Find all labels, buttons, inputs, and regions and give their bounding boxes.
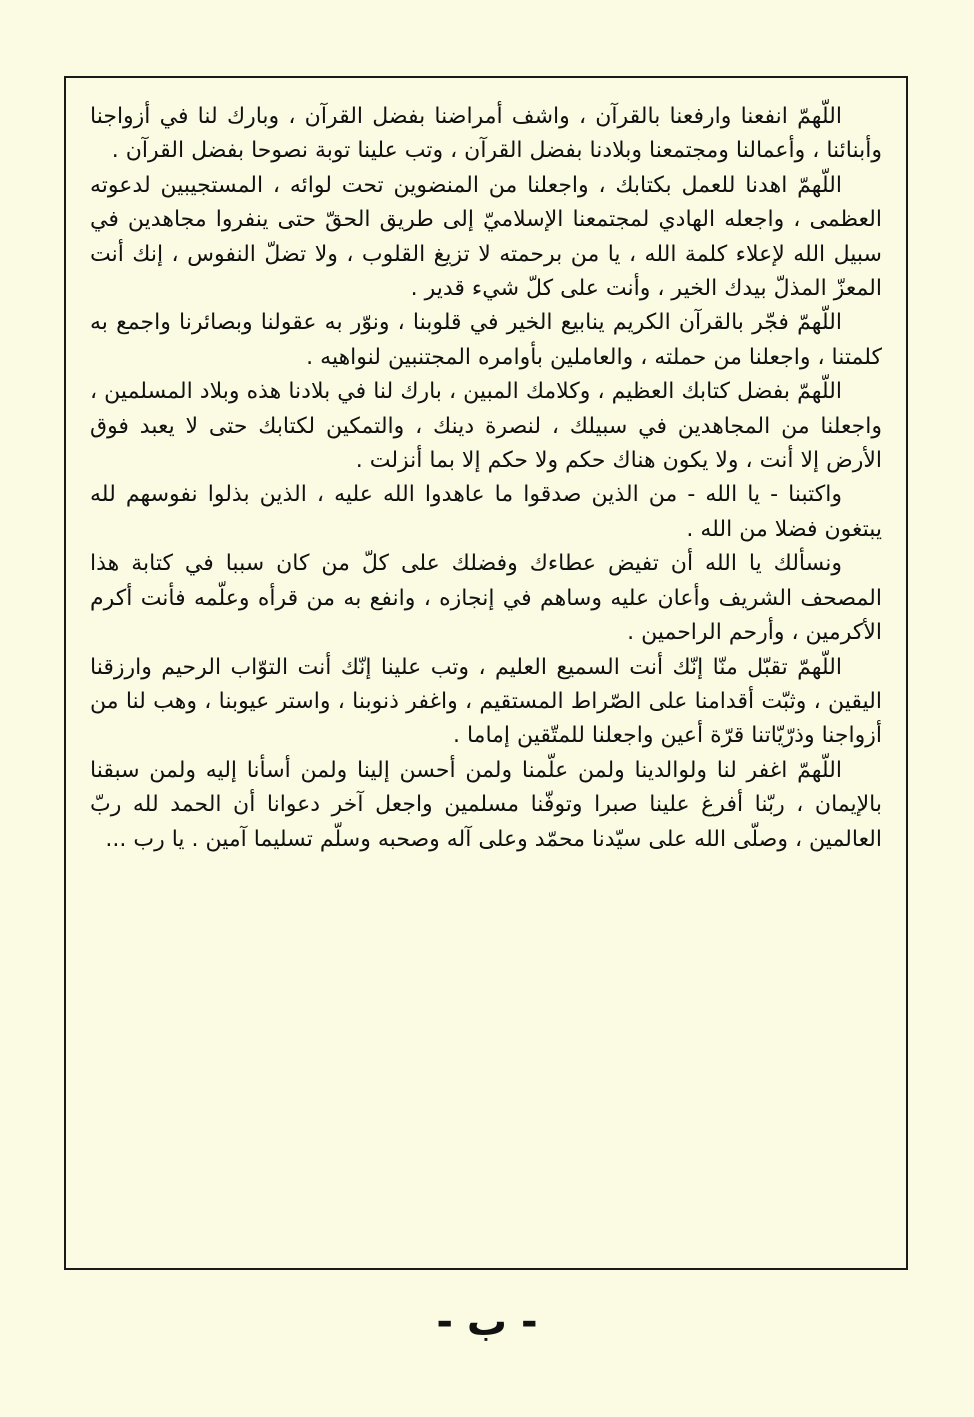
page-number: - ب - [436,1299,538,1345]
paragraph-2: اللّهمّ اهدنا للعمل بكتابك ، واجعلنا من المنضوين تحت لوائه ، المستجيبين لدعوته العظمى ، واجعله الهادي لمجتمعنا الإسلاميّ إلى طريق الحقّ حتى ينفروا مجاهدين في سبيل الله لإعلاء كلمة الله ، يا من برحمته لا تزيغ القلوب ، ولا تضلّ النفوس ، إنك أنت المعزّ المذلّ بيدك الخير ، وأنت على كلّ شيء قدير . [90,172,882,302]
paragraph-4: اللّهمّ بفضل كتابك العظيم ، وكلامك المبين ، بارك لنا في بلادنا هذه وبلاد المسلمين ، واجعلنا من المجاهدين في سبيلك ، لنصرة دينك ، والتمكين لكتابك حتى لا يعبد فوق الأرض إلا أنت ، ولا يكون هناك حكم ولا حكم إلا بما أنزلت . [90,379,882,474]
paragraph-7: اللّهمّ تقبّل منّا إنّك أنت السميع العليم ، وتب علينا إنّك أنت التوّاب الرحيم وارزقنا اليقين ، وثبّت أقدامنا على الصّراط المستقيم ، واغفر ذنوبنا ، واستر عيوبنا ، وهب لنا من أزواجنا وذرّيّاتنا قرّة أعين واجعلنا للمتّقين إماما . [90,654,882,749]
paragraph-8: اللّهمّ اغفر لنا ولوالدينا ولمن علّمنا ولمن أحسن إلينا ولمن أسأنا إليه ولمن سبقنا بالإيمان ، ربّنا أفرغ علينا صبرا وتوفّنا مسلمين واجعل آخر دعوانا أن الحمد لله ربّ العالمين ، وصلّى الله على سيّدنا محمّد وعلى آله وصحبه وسلّم تسليما آمين . يا رب ... [90,757,882,852]
text-frame [64,76,908,1270]
paragraph-3: اللّهمّ فجّر بالقرآن الكريم ينابيع الخير في قلوبنا ، ونوّر به عقولنا وبصائرنا واجمع به كلمتنا ، واجعلنا من حملته ، والعاملين بأوامره المجتنبين لنواهيه . [90,310,882,370]
paragraph-1: اللّهمّ انفعنا وارفعنا بالقرآن ، واشف أمراضنا بفضل القرآن ، وبارك لنا في أزواجنا وأبنائنا ، وأعمالنا ومجتمعنا وبلادنا بفضل القرآن ، وتب علينا توبة نصوحا بفضل القرآن . [90,104,882,164]
supplication-text [90,100,882,857]
paragraph-5: واكتبنا - يا الله - من الذين صدقوا ما عاهدوا الله عليه ، الذين بذلوا نفوسهم لله يبتغون فضلا من الله . [90,482,882,542]
paragraph-6: ونسألك يا الله أن تفيض عطاءك وفضلك على كلّ من كان سببا في كتابة هذا المصحف الشريف وأعان عليه وساهم في إنجازه ، وانفع به من قرأه وعلّمه فأنت أكرم الأكرمين ، وأرحم الراحمين . [90,551,882,646]
